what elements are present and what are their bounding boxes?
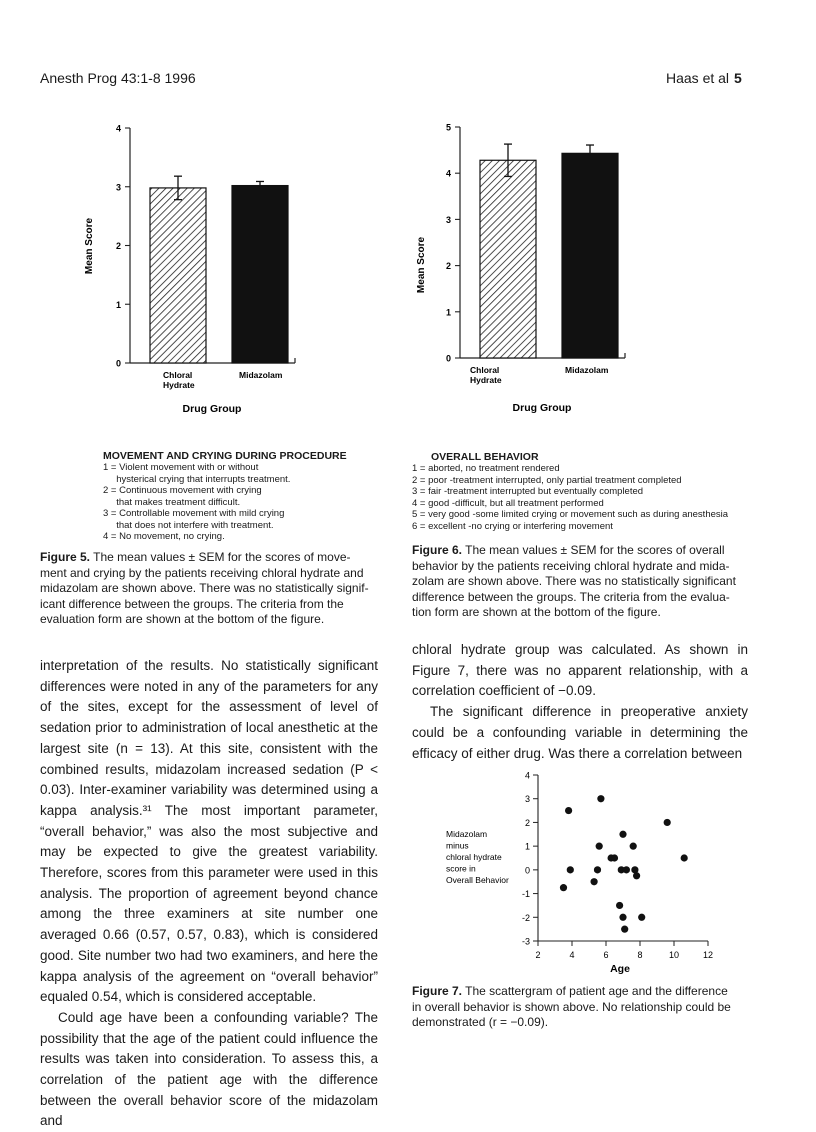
- scatter-point: [638, 914, 645, 921]
- caption-line: The mean values ± SEM for the scores of move-: [93, 550, 351, 564]
- scatter-point: [565, 807, 572, 814]
- caption-label: Figure 5.: [40, 550, 91, 564]
- x-tick-label: 10: [668, 950, 680, 960]
- y-tick-label: 0: [445, 353, 451, 364]
- scatter-point: [597, 795, 604, 802]
- scatter-point: [619, 914, 626, 921]
- x-tick-label: 2: [535, 950, 541, 960]
- y-tick-label: 3: [115, 182, 121, 193]
- caption-label: Figure 7.: [412, 984, 463, 998]
- criteria-line: that does not interfere with treatment.: [103, 519, 274, 531]
- y-tick-label: -1: [521, 889, 530, 900]
- criteria-line: 2 = Continuous movement with crying: [103, 485, 262, 496]
- caption-line: behavior by the patients receiving chloral hydrate and mida-: [412, 558, 730, 573]
- scatter-point: [664, 819, 671, 826]
- x-category-label: Midazolam: [565, 365, 609, 375]
- y-tick-label: 0: [524, 865, 530, 876]
- paragraph: chloral hydrate group was calculated. As shown in Figure 7, there was no apparent relationship, with a correlation coefficient of −0.09.: [412, 642, 748, 699]
- figure-5-caption: [40, 550, 378, 628]
- caption-line: midazolam are shown above. There was no statistically signif-: [40, 581, 369, 595]
- x-tick-label: 12: [702, 950, 714, 960]
- y-tick-label: 4: [524, 770, 530, 781]
- criteria-line: 3 = Controllable movement with mild crying: [103, 508, 285, 519]
- y-tick-label: 1: [115, 299, 121, 310]
- x-category-label: Hydrate: [470, 375, 502, 385]
- caption-line: tion form are shown at the bottom of the figure.: [412, 605, 661, 619]
- bar-chloral-hydrate: [480, 160, 536, 358]
- y-tick-label: 5: [445, 122, 451, 133]
- scatter-point: [567, 866, 574, 873]
- running-header-authors: Haas et al: [666, 70, 730, 86]
- y-tick-label: 1: [524, 841, 530, 852]
- y-tick-label: 0: [115, 358, 121, 369]
- figure-6-caption: [412, 543, 752, 621]
- y-axis-label: Mean Score: [416, 236, 427, 294]
- left-column-text: [40, 656, 378, 1132]
- caption-line: The scattergram of patient age and the difference: [465, 984, 728, 998]
- caption-line: ment and crying by the patients receiving chloral hydrate and: [40, 565, 364, 580]
- x-tick-label: 8: [637, 950, 643, 960]
- criteria-line: 1 = Violent movement with or without: [103, 462, 259, 473]
- x-category-label: Hydrate: [163, 380, 195, 390]
- bar-midazolam: [562, 153, 618, 358]
- criteria-line: 1 = aborted, no treatment rendered: [412, 463, 560, 474]
- running-header-journal: Anesth Prog 43:1-8 1996: [40, 70, 196, 86]
- scatter-point: [611, 854, 618, 861]
- caption-line: difference between the groups. The criteria from the evalua-: [412, 589, 730, 604]
- figure-7-caption: [412, 984, 752, 1031]
- x-axis-label: Age: [610, 963, 630, 975]
- y-tick-label: 4: [115, 123, 121, 134]
- scatter-point: [619, 831, 626, 838]
- scatter-point: [596, 843, 603, 850]
- criteria-line: 6 = excellent -no crying or interfering movement: [412, 520, 613, 532]
- y-axis-label: Mean Score: [84, 217, 95, 275]
- x-category-label: Chloral: [163, 370, 193, 380]
- paragraph: interpretation of the results. No statistically significant differences were noted in any of the parameters for any of the sites, except for the assessment of level of sedation prior to administration of local anesthetic at the largest site (n = 13). At this site, consistent with the combined results, midazolam increased sedation (P < 0.03). Inter-examiner variability was determined using a kappa analysis.³¹ The most important parameter, “overall behavior,” was also the most subjective and may be expected to give the greatest variability. Therefore, scores from this parameter were used in this analysis. The proportion of agreement beyond chance among the three examiners at site number one averaged 0.66 (0.57, 0.57, 0.83), which is considered good. Site number two had two examiners, and here the kappa analysis of the agreement on “overall behavior” equaled 0.54, which is considered acceptable.: [40, 658, 378, 1005]
- caption-label: Figure 6.: [412, 543, 463, 557]
- criteria-line: 4 = No movement, no crying.: [103, 531, 225, 542]
- scatter-point: [594, 866, 601, 873]
- criteria-line: 4 = good -difficult, but all treatment performed: [412, 497, 604, 509]
- paragraph: The significant difference in preoperative anxiety could be a confounding variable in determining the efficacy of either drug. Was there a correlation between: [412, 704, 748, 761]
- caption-line: The mean values ± SEM for the scores of overall: [465, 543, 725, 557]
- figure-6-criteria: [412, 451, 728, 532]
- criteria-line: 5 = very good -some limited crying or movement such as during anesthesia: [412, 509, 729, 520]
- bar-chloral-hydrate: [150, 188, 206, 363]
- caption-line: demonstrated (r = −0.09).: [412, 1015, 549, 1029]
- caption-line: icant difference between the groups. The criteria from the: [40, 596, 344, 611]
- bar-midazolam: [232, 186, 288, 363]
- criteria-title: MOVEMENT AND CRYING DURING PROCEDURE: [103, 450, 347, 462]
- y-tick-label: 3: [524, 794, 530, 805]
- scatter-point: [621, 926, 628, 933]
- figure-5-criteria: [103, 450, 347, 543]
- criteria-title: OVERALL BEHAVIOR: [431, 451, 539, 463]
- x-category-label: Chloral: [470, 365, 500, 375]
- y-axis-label-line: score in: [446, 863, 476, 874]
- y-tick-label: 4: [445, 168, 451, 179]
- y-axis-label-line: chloral hydrate: [446, 852, 502, 862]
- scatter-point: [616, 902, 623, 909]
- y-tick-label: 1: [445, 307, 451, 318]
- right-column-text: [412, 640, 748, 764]
- caption-line: evaluation form are shown at the bottom of the figure.: [40, 612, 325, 626]
- page-number: 5: [734, 70, 742, 86]
- y-tick-label: -3: [521, 936, 530, 947]
- y-axis-label-line: Midazolam: [446, 829, 488, 839]
- caption-line: in overall behavior is shown above. No relationship could be: [412, 999, 731, 1014]
- scatter-point: [633, 872, 640, 879]
- x-tick-label: 6: [603, 950, 609, 960]
- figure-7-scatter-plot: [440, 765, 740, 980]
- x-tick-label: 4: [569, 950, 575, 960]
- figure-6-bar-chart: [410, 115, 650, 420]
- y-tick-label: 2: [445, 261, 451, 272]
- figure-5-bar-chart: [80, 118, 320, 418]
- x-axis-label: Drug Group: [182, 403, 242, 415]
- scatter-point: [560, 884, 567, 891]
- x-axis-label: Drug Group: [512, 402, 572, 414]
- criteria-line: that makes treatment difficult.: [103, 496, 241, 508]
- criteria-line: 3 = fair -treatment interrupted but eventually completed: [412, 486, 644, 497]
- paragraph: Could age have been a confounding variable? The possibility that the age of the patient could influence the results was taken into consideration. To assess this, a correlation of the patient age with the difference between the overall behavior score of the midazolam and: [40, 1009, 378, 1129]
- criteria-line: 2 = poor -treatment interrupted, only partial treatment completed: [412, 474, 682, 486]
- y-axis-label-line: Overall Behavior: [446, 875, 509, 885]
- y-tick-label: 3: [445, 214, 451, 225]
- y-tick-label: 2: [115, 241, 121, 251]
- caption-line: zolam are shown above. There was no statistically significant: [412, 574, 736, 588]
- y-tick-label: 2: [524, 817, 530, 828]
- y-tick-label: -2: [521, 912, 530, 923]
- y-axis-label-line: minus: [446, 840, 469, 851]
- scatter-point: [630, 843, 637, 850]
- scatter-point: [681, 854, 688, 861]
- criteria-line: hysterical crying that interrupts treatment.: [103, 473, 291, 485]
- scatter-point: [591, 878, 598, 885]
- scatter-point: [623, 866, 630, 873]
- x-category-label: Midazolam: [239, 370, 283, 380]
